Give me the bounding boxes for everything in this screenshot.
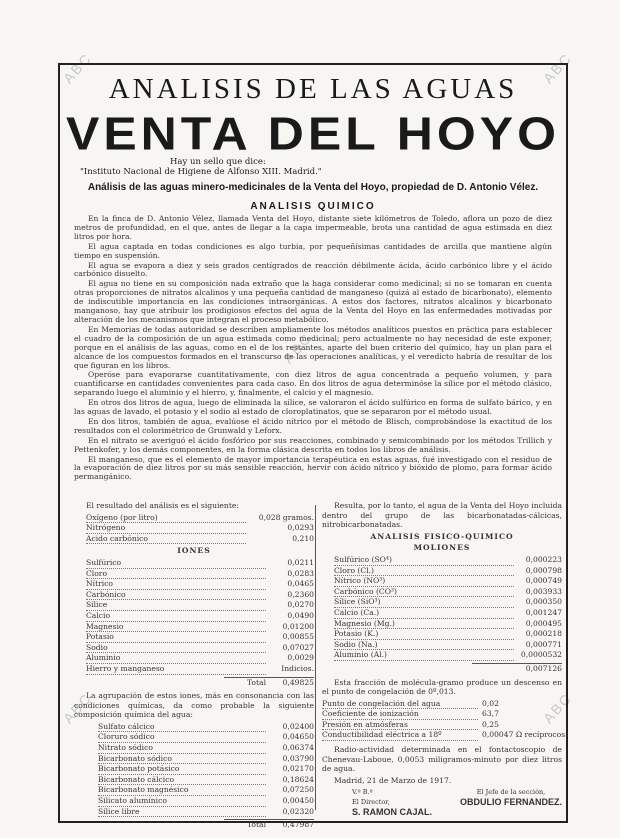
list-item [74,653,314,664]
list-item [322,576,562,587]
molion-value: 0,000495 [525,618,562,628]
gas-name: Nitrógeno [86,523,246,534]
seal-line-1: Hay un sello que dice: [170,157,266,167]
molion-value: 0,000223 [525,554,562,564]
ion-value: 0,0029 [287,653,314,663]
ions-list [74,558,314,675]
molion-name: Carbónico (CO³) [334,587,514,598]
compound-value: 0,03790 [282,753,314,763]
molion-name: Sodio (Na.) [334,640,514,651]
compound-name: Cloruro sódico [98,732,266,743]
chief-block [460,788,562,817]
total-value: 0,47987 [282,820,314,830]
watermark-stamp: ABC [539,49,575,87]
ion-value: 0,0283 [287,568,314,578]
page-title: ANALISIS DE LAS AGUAS [108,73,518,105]
ion-value: 0,0465 [287,579,314,589]
list-item [74,764,314,775]
grouping-text: La agrupación de estos iones, más en consonancia con las condiciones químicas, da como probable la siguiente composición química del agua: [74,691,314,720]
physchem-header: ANALISIS FISICO-QUIMICO [370,531,514,541]
ion-value: 0,0270 [287,600,314,610]
chief-name: OBDULIO FERNANDEZ. [460,797,562,808]
ion-name: Calcio [86,611,266,622]
result-intro: El resultado del análisis es el siguiente: [86,501,239,510]
molion-value: 0,0000532 [520,650,562,660]
list-item [74,534,314,545]
property-name: Coeficiente de ionización [322,709,478,720]
compound-name: Sulfato cálcico [98,722,266,733]
fraction-text: Esta fracción de molécula-gramo produce un descenso en el punto de congelación de 0º,013. [322,677,562,697]
list-item [322,650,562,661]
list-item [322,699,562,710]
molion-value: 0,001247 [525,607,562,617]
chief-label: El Jefe de la sección, [476,788,546,797]
molion-value: 0,003933 [525,586,562,596]
ion-name: Nítrico [86,579,266,590]
signature-block [322,788,562,817]
molions-list [322,555,562,661]
compound-name: Sílice libre [98,807,266,818]
list-item [322,555,562,566]
list-item [74,775,314,786]
director-block [322,788,432,817]
compound-value: 0,07250 [282,785,314,795]
ion-name: Sulfúrico [86,558,266,569]
ion-name: Magnesio [86,622,266,633]
paragraph: En la finca de D. Antonio Vélez, llamada Venta del Hoyo, distante siete kilómetros de Toledo, aflora un pozo de diez metros de profundidad, en el que, antes de llegar a la capa impermeable, brota una cantidad de agua estimada en diez litros por hora. [74,214,552,241]
molion-value: 0,000218 [525,629,562,639]
paragraph: Operóse para evaporarse cuantitativamente, con diez litros de agua concentrada a pequeño volumen, y para cuantificarse en cantidades convenientes para cada caso. En dos litros de agua determinóse la sílice por el método clásico, separando luego el aluminio y el hierro, y, finalmente, el calcio y el magnesio. [74,370,552,398]
list-item [74,569,314,580]
list-item [322,608,562,619]
list-item [74,732,314,743]
list-item [74,523,314,534]
paragraph: En Memorias de todas autoridad se describen ampliamente los métodos analíticos puestos en práctica para establecer el cuadro de la composición de un agua estimada como medicinal; pero actualmente no hay necesidad de este exponer, porque en el análisis de las aguas, como en el de los restantes, aparte del buen criterio del químico, hay un plan para el alcance de los compuestos formados en el transcurso de las operaciones analíticas, y el veredicto habría de resultar de los que figuran en los libros. [74,324,552,370]
gas-value: 0,028 gramos. [258,512,314,522]
paragraph: El agua no tiene en su composición nada extraño que la haga considerar como medicinal; si no se tomaran en cuenta otras proporciones de nitratos alcalinos y una pequeña cantidad de manganeso (quizá al estado de bicarbonato), elemento de indiscutible importancia en las condiciones intraorgánicas. A estos dos factores, nitratos alcalinos y bicarbonato manganoso, hay que atribuir los prodigiosos efectos del agua de la Venta del Hoyo en las enfermedades motivadas por alteración de los mecanismos que integran el proceso metabólico. [74,279,552,324]
compounds-total-row [74,820,314,830]
list-item [74,590,314,601]
gases-list [74,513,314,545]
property-value: 0,00047 Ω recíprocos. [482,730,568,740]
paragraph: En el nitrato se averiguó el ácido fosfórico por sus reacciones, combinado y semicombinado por los métodos Trillich y Pettenkofer, y los demás componentes, en la forma clásica descrita en todos los libros de análisis. [74,435,552,454]
ion-name: Potasio [86,632,266,643]
molion-name: Calcio (Ca.) [334,608,514,619]
seal-note [80,157,546,177]
right-column [322,497,568,817]
list-item [322,709,562,720]
watermark-stamp: ABC [59,49,95,87]
list-item [74,632,314,643]
list-item [74,664,314,675]
molion-value: 0,000749 [525,576,562,586]
compound-value: 0,02400 [282,721,314,731]
ion-name: Carbónico [86,590,266,601]
body-text [74,215,552,483]
gas-value: 0,0293 [287,523,314,533]
list-item [74,579,314,590]
property-value: 0,25 [482,719,499,729]
ion-value: 0,00855 [282,632,314,642]
ion-value: 0,01200 [282,621,314,631]
ion-value: 0,0211 [287,557,314,567]
molion-name: Potasio (K.) [334,629,514,640]
list-item [322,566,562,577]
paragraph: El agua se evapora a diez y seis grados centígrados de reacción débilmente ácida, ácido carbónico libre y el ácido carbónico disuelto. [74,260,552,279]
molions-total: 0,007126 [525,663,562,673]
molion-value: 0,000771 [525,639,562,649]
ion-value: 0,2360 [287,589,314,599]
molion-name: Magnesio (Mg.) [334,619,514,630]
total-label: Total [246,677,266,687]
ions-total-row [74,678,314,688]
compound-name: Bicarbonato potásico [98,764,266,775]
ion-value: Indicios. [281,663,314,673]
director-name: S. RAMON CAJAL. [352,806,433,817]
radioactivity-text: Radio-actividad determinada en el fontactoscopio de Chenevau-Laboue, 0,0053 miligramos-minuto por diez litros de agua. [322,745,562,774]
compound-value: 0,06374 [282,743,314,753]
ion-name: Sílice [86,600,266,611]
subtitle: Análisis de las aguas minero-medicinales de la Venta del Hoyo, propiedad de D. Antonio Vélez. [87,182,539,193]
molion-name: Sílice (SiO³) [334,597,514,608]
list-item [322,720,562,731]
paragraph: El manganeso, que es el elemento de mayor importancia terapéutica en estas aguas, fué investigado con el residuo de la evaporación de diez litros por su más sensible reacción, hervir con ácido nítrico y bióxido de plomo, para formar ácido permangánico. [74,454,552,482]
list-item [74,558,314,569]
total-value: 0,49825 [282,677,314,687]
list-item [74,643,314,654]
list-item [322,619,562,630]
analysis-heading: ANALISIS QUIMICO [250,201,376,212]
molion-name: Sulfúrico (SO⁴) [334,555,514,566]
molions-total-row [322,664,562,674]
director-label: El Director, [352,798,390,807]
gas-name: Acido carbónico [86,534,246,545]
compound-name: Bicarbonato magnésico [98,785,266,796]
molion-value: 0,000350 [525,597,562,607]
list-item [322,597,562,608]
property-name: Punto de congelación del agua [322,699,478,710]
compounds-list [74,722,314,817]
property-name: Conductibilidad eléctrica a 18º [322,730,478,741]
list-item [74,600,314,611]
compound-name: Bicarbonato sódico [98,754,266,765]
compound-value: 0,02170 [282,764,314,774]
molion-value: 0,000798 [525,565,562,575]
watermark-stamp: ABC [279,329,315,367]
total-label: Total [246,820,266,830]
headline: VENTA DEL HOYO [65,108,560,160]
ion-name: Sodio [86,643,266,654]
watermark-stamp: ABC [539,689,575,727]
result-text: Resulta, por lo tanto, el agua de la Venta del Hoyo incluida dentro del grupo de las bicarbonatadas-cálcicas, nitrobicarbonatadas. [322,501,562,530]
list-item [74,807,314,818]
date-line: Madrid, 21 de Marzo de 1917. [334,775,452,785]
list-item [74,785,314,796]
ion-value: 0,07027 [282,642,314,652]
list-item [74,743,314,754]
compound-name: Bicarbonato cálcico [98,775,266,786]
gas-value: 0,210 [292,533,314,543]
compound-value: 0,04650 [282,732,314,742]
ion-name: Hierro y manganeso [86,664,266,675]
compound-value: 0,00450 [282,796,314,806]
watermark-stamp: ABC [59,689,95,727]
paragraph: En dos litros, también de agua, evalúose el ácido nítrico por el método de Blisch, comprobándose la exactitud de los resultados con el colorimétrico de Grunwald y Leforx. [74,416,552,435]
compound-name: Silicato alumínico [98,796,266,807]
list-item [322,587,562,598]
list-item [322,640,562,651]
molion-name: Aluminio (Al.) [334,650,514,661]
seal-line-2: "Instituto Nacional de Higiene de Alfonso XIII. Madrid." [80,167,322,177]
list-item [322,629,562,640]
compound-name: Nitrato sódico [98,743,266,754]
list-item [322,730,568,741]
list-item [74,513,314,524]
ion-name: Aluminio [86,653,266,664]
list-item [74,722,314,733]
list-item [74,796,314,807]
property-name: Presión en atmósferas [322,720,478,731]
ions-header: IONES [177,546,211,556]
molion-name: Cloro (Cl.) [334,566,514,577]
left-column [74,497,314,830]
paragraph: El agua captada en todas condiciones es algo turbia, por pequeñísimas cantidades de arcilla que mantiene algún tiempo en suspensión. [74,241,552,260]
gas-name: Oxígeno (por litro) [86,513,246,524]
ion-name: Cloro [86,569,266,580]
property-value: 0,02 [482,698,499,708]
list-item [74,611,314,622]
list-item [74,622,314,633]
paragraph: En otros dos litros de agua, luego de eliminada la sílice, se valoraron el ácido sulfúrico en forma de sulfato bárico, y en las aguas de lavado, el potasio y el sodio al estado de cloroplatinatos, que se separaron por el método usual. [74,398,552,417]
advertisement-frame [58,63,568,830]
molion-name: Nítrico (NO³) [334,576,514,587]
molions-header: MOLIONES [413,543,471,553]
compound-value: 0,18624 [282,774,314,784]
vb-label: V.º B.º [352,788,373,797]
ion-value: 0,0490 [287,610,314,620]
compound-value: 0,02320 [282,806,314,816]
column-divider [315,505,316,810]
property-value: 63,7 [482,709,499,719]
list-item [74,754,314,765]
